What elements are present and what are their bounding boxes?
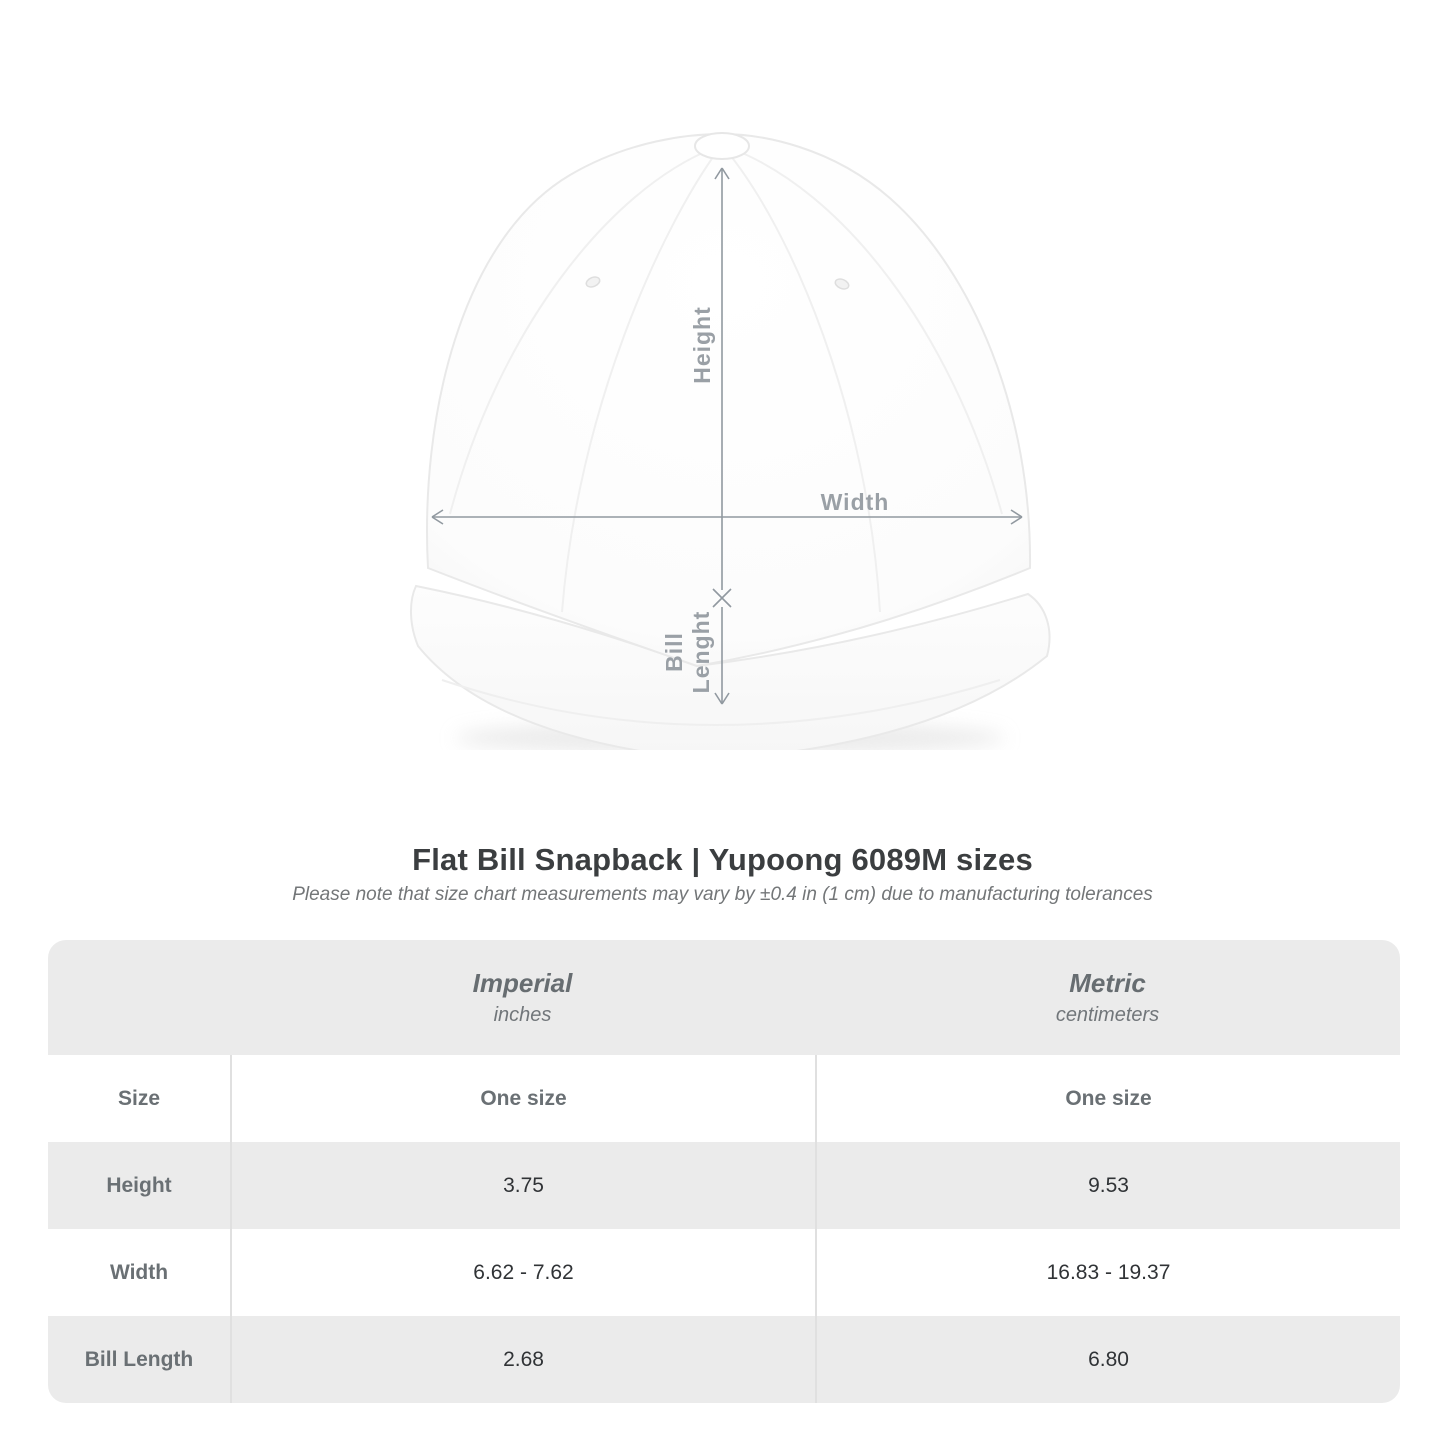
header-imperial-cell xyxy=(230,940,815,1055)
hat-button xyxy=(695,133,749,159)
table-header-row xyxy=(48,940,1400,1055)
metric-value: 16.83 - 19.37 xyxy=(815,1229,1400,1316)
row-label: Width xyxy=(109,1260,169,1284)
tolerance-note: Please note that size chart measurements may vary by ±0.4 in (1 cm) due to manufacturing tolerances xyxy=(292,884,1153,905)
imperial-title: Imperial xyxy=(472,968,573,998)
bill-label-line2: Lenght xyxy=(688,610,714,694)
table-row-bill-length xyxy=(48,1316,1400,1403)
metric-value: 6.80 xyxy=(815,1316,1400,1403)
snapback-hat-diagram xyxy=(380,90,1080,750)
metric-value: 9.53 xyxy=(815,1142,1400,1229)
imperial-value: 3.75 xyxy=(230,1142,815,1229)
header-spacer-cell xyxy=(48,940,230,1055)
hat-crown xyxy=(427,134,1030,666)
table-row-height xyxy=(48,1142,1400,1229)
imperial-value: One size xyxy=(230,1055,815,1142)
metric-value: One size xyxy=(815,1055,1400,1142)
size-table xyxy=(48,940,1400,1403)
bill-label-line1: Bill xyxy=(661,632,687,672)
table-row-size xyxy=(48,1055,1400,1142)
row-label: Size xyxy=(117,1086,161,1110)
imperial-value: 2.68 xyxy=(230,1316,815,1403)
table-row-width xyxy=(48,1229,1400,1316)
width-label: Width xyxy=(820,489,890,515)
height-label: Height xyxy=(689,306,715,384)
header-metric-cell xyxy=(815,940,1400,1055)
metric-title: Metric xyxy=(1069,968,1146,998)
imperial-unit: inches xyxy=(493,1004,552,1026)
row-label: Bill Length xyxy=(84,1347,194,1371)
imperial-value: 6.62 - 7.62 xyxy=(230,1229,815,1316)
metric-unit: centimeters xyxy=(1055,1004,1160,1026)
row-label: Height xyxy=(106,1173,172,1197)
page-title: Flat Bill Snapback | Yupoong 6089M sizes xyxy=(412,842,1033,877)
